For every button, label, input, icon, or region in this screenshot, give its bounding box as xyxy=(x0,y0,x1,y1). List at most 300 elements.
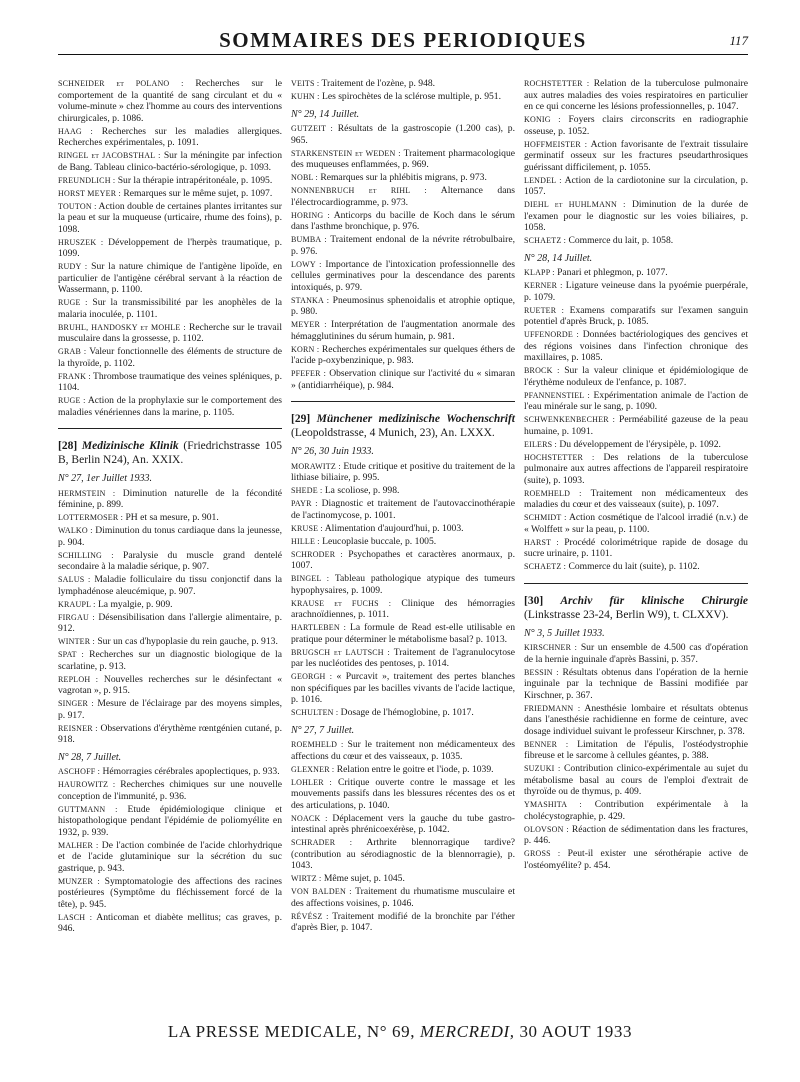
entry-text: Contribution expérimentale à la cholécystographie, p. 429. xyxy=(524,799,748,822)
journal-ref-number: [30] xyxy=(524,594,544,607)
entry-author: KRAUSE et FUCHS : xyxy=(291,598,392,608)
entry-author: HOFFMEISTER : xyxy=(524,139,588,149)
summary-entry xyxy=(524,439,748,451)
entry-text: Relation de la tuberculose pulmonaire aux autres maladies des voies respiratoires en particulier en ce qui concerne les lésions professionnelles, p. 1047. xyxy=(524,78,748,112)
entry-author: HARTLEBEN : xyxy=(291,623,347,632)
entry-author: TOUTON : xyxy=(58,201,97,211)
summary-entry xyxy=(58,297,282,320)
entry-author: ROEMHELD : xyxy=(291,740,344,749)
summary-entry xyxy=(524,390,748,413)
summary-entry xyxy=(524,537,748,560)
summary-entry xyxy=(58,261,282,296)
entry-author: SCHNEIDER et POLANO : xyxy=(58,79,184,88)
entry-text: Alimentation d'aujourd'hui, p. 1003. xyxy=(324,522,464,534)
entry-author: RUGE : xyxy=(58,298,88,307)
entry-text: Sur un cas d'hypoplasie du rein gauche, p. 913. xyxy=(97,636,278,647)
journal-name: Medizinische Klinik xyxy=(81,440,179,452)
summary-entry xyxy=(524,824,748,847)
entry-author: MUNZER : xyxy=(58,876,100,886)
entry-text: Sur la méningite par infection de Bang. Tableau clinico-bactério-sérologique, p. 1093. xyxy=(58,150,282,173)
entry-author: HAUROWITZ : xyxy=(58,780,116,789)
issue-number: N° 29, 14 Juillet. xyxy=(291,108,360,120)
entry-text: Traitement pharmacologique des muqueuses enflammées, p. 969. xyxy=(291,147,515,170)
entry-author: SPAT : xyxy=(58,650,84,659)
entry-text: Diagnostic et traitement de l'autovaccinothérapie de l'actinomycose, p. 1001. xyxy=(291,498,515,521)
summary-entry xyxy=(58,840,282,875)
summary-entry xyxy=(524,175,748,198)
entry-author: LOHLER : xyxy=(291,777,332,787)
entry-author: HOCHSTETTER : xyxy=(524,452,595,462)
summary-entry xyxy=(58,550,282,573)
entry-text: Traitement endonal de la névrite rétrobulbaire, p. 976. xyxy=(291,234,515,257)
entry-text: Critique ouverte contre le massage et les mouvements passifs dans les blessures récentes des os et des articulations, p. 1040. xyxy=(291,776,516,811)
entry-author: BROCK : xyxy=(524,366,560,375)
summary-entry xyxy=(524,414,748,437)
summary-entry xyxy=(58,150,282,173)
entry-text: Traitement non médicamenteux des maladies du cœur et des vaisseaux (suite), p. 1097. xyxy=(524,487,748,510)
entry-text: Diminution naturelle de la fécondité féminine, p. 899. xyxy=(58,487,282,510)
entry-text: Sur la transmissibilité par les anophèles de la malaria inoculée, p. 1101. xyxy=(58,297,283,320)
entry-author: SCHWENKENBECHER : xyxy=(524,415,616,424)
entry-text: Traitement du rhumatisme musculaire et des affections voisines, p. 1046. xyxy=(291,886,515,909)
article-columns xyxy=(58,78,748,1033)
summary-entry xyxy=(291,647,515,670)
entry-text: La myalgie, p. 909. xyxy=(97,598,173,610)
summary-entry xyxy=(58,912,282,935)
summary-entry xyxy=(291,764,515,776)
summary-entry xyxy=(291,185,515,208)
entry-author: VEITS : xyxy=(291,79,320,88)
entry-author: PAYR : xyxy=(291,499,318,508)
summary-entry xyxy=(58,599,282,611)
journal-ref-number: [29] xyxy=(291,413,311,425)
entry-text: Panari et phlegmon, p. 1077. xyxy=(557,267,668,278)
entry-text: Dosage de l'hémoglobine, p. 1017. xyxy=(340,707,474,718)
journal-heading xyxy=(524,594,748,622)
entry-text: Traitement modifié de la bronchite par l'éther d'après Bier, p. 1047. xyxy=(291,910,515,933)
entry-author: STANKA : xyxy=(291,295,330,305)
entry-text: Recherches sur un diagnostic biologique de la scarlatine, p. 913. xyxy=(58,649,282,672)
summary-entry xyxy=(524,763,748,798)
entry-author: ASCHOFF : xyxy=(58,767,101,776)
summary-entry xyxy=(291,259,515,294)
entry-author: RUETER : xyxy=(524,305,565,315)
summary-entry xyxy=(524,799,748,822)
entry-author: GRAB : xyxy=(58,347,87,356)
entry-author: DIEHL et HUHLMANN : xyxy=(524,200,626,209)
issue-number: N° 28, 7 Juillet. xyxy=(58,751,122,763)
page-number: 117 xyxy=(729,33,748,48)
entry-author: OLOVSON : xyxy=(524,824,569,834)
summary-entry xyxy=(291,598,515,621)
entry-author: SINGER : xyxy=(58,699,94,708)
summary-entry xyxy=(524,365,748,388)
entry-author: REPLOH : xyxy=(58,674,99,684)
entry-author: FREUNDLICH : xyxy=(58,175,116,185)
summary-entry xyxy=(291,368,515,391)
journal-section xyxy=(524,583,748,622)
summary-entry xyxy=(524,114,748,137)
entry-author: SCHAETZ : xyxy=(524,236,567,245)
entry-author: RINGEL et JACOBSTHAL : xyxy=(58,151,161,160)
journal-name: Archiv für klinische Chirurgie xyxy=(560,594,748,607)
entry-text: Hémorragies cérébrales apoplectiques, p. 933. xyxy=(102,766,280,777)
entry-text: Résultats de la gastroscopie (1.200 cas), p. 965. xyxy=(291,123,515,146)
footer-journal: LA PRESSE MEDICALE, N° 69, xyxy=(167,1022,416,1041)
summary-entry xyxy=(58,674,282,697)
entry-text: Maladie folliculaire du tissu conjonctif dans la lymphadénose aleucémique, p. 907. xyxy=(58,574,282,597)
entry-author: KERNER : xyxy=(524,281,563,290)
footer-date: 30 AOUT 1933 xyxy=(519,1022,633,1041)
journal-section xyxy=(58,428,282,467)
entry-author: GLEXNER : xyxy=(291,764,335,774)
summary-entry xyxy=(524,139,748,174)
entry-text: Tableau pathologique atypique des tumeurs hypophysaires, p. 1009. xyxy=(291,573,515,596)
entry-author: BESSIN : xyxy=(524,667,559,677)
summary-entry xyxy=(58,574,282,597)
summary-entry xyxy=(58,779,282,802)
entry-text: Nouvelles recherches sur le désinfectant « vagrotan », p. 915. xyxy=(58,673,282,696)
entry-text: Examens comparatifs sur l'examen sanguin potentiel d'après Bruck, p. 1085. xyxy=(524,304,749,327)
summary-entry xyxy=(291,91,515,103)
entry-text: Déplacement vers la gauche du tube gastro-intestinal après phrénicoexérèse, p. 1042. xyxy=(291,812,515,835)
entry-author: NOACK : xyxy=(291,813,328,823)
entry-text: Diminution du tonus cardiaque dans la jeunesse, p. 904. xyxy=(58,525,282,548)
summary-entry xyxy=(291,344,515,367)
entry-text: De l'action combinée de l'acide chlorhydrique et de l'acide glutaminique sur la sécrétion du suc gastrique, p. 943. xyxy=(58,839,282,874)
entry-text: Même sujet, p. 1045. xyxy=(323,873,405,884)
entry-author: EILERS : xyxy=(524,439,557,449)
entry-text: Action de la cardiotonine sur la circulation, p. 1057. xyxy=(524,174,748,197)
summary-entry xyxy=(291,813,515,836)
summary-entry xyxy=(58,322,282,345)
entry-author: LASCH : xyxy=(58,912,93,922)
entry-author: HORST MEYER : xyxy=(58,188,121,198)
entry-author: YMASHITA : xyxy=(524,800,582,809)
summary-entry xyxy=(524,235,748,247)
summary-entry xyxy=(524,452,748,487)
entry-author: NONNENBRUCH et RIHL : xyxy=(291,186,427,195)
summary-entry xyxy=(58,766,282,778)
summary-entry xyxy=(58,371,282,394)
summary-entry xyxy=(58,636,282,648)
entry-author: KUHN : xyxy=(291,92,320,101)
entry-author: ROEMHELD : xyxy=(524,488,582,498)
journal-ref-number: [28] xyxy=(58,440,78,452)
summary-entry xyxy=(524,561,748,573)
column-right xyxy=(524,78,748,1033)
entry-author: RÉVÉSZ : xyxy=(291,911,329,921)
summary-entry xyxy=(58,188,282,200)
entry-text: Observations d'érythème rœntgénien cutané, p. 918. xyxy=(58,722,282,745)
footer-day: MERCREDI, xyxy=(419,1022,515,1041)
entry-author: SCHRODER : xyxy=(291,549,343,559)
journal-heading xyxy=(58,439,282,467)
journal-address: (Leopoldstrasse, 4 Munich, 23), An. LXXX. xyxy=(291,427,495,439)
entry-text: Sur la valeur clinique et épidémiologique de l'érythème noduleux de l'enfance, p. 1087. xyxy=(524,365,748,388)
entry-text: Mesure de l'éclairage par des moyens simples, p. 917. xyxy=(58,698,282,721)
entry-author: KONIG : xyxy=(524,115,561,124)
entry-text: Observation clinique sur l'activité du « simaran » (antidiarrhéique), p. 984. xyxy=(291,368,515,391)
entry-author: PFEFER : xyxy=(291,369,327,378)
summary-entry xyxy=(524,488,748,511)
summary-entry xyxy=(58,525,282,548)
journal-address: (Linkstrasse 23-24, Berlin W9), t. CLXXV). xyxy=(524,608,729,621)
summary-entry xyxy=(524,512,748,535)
entry-author: KORN : xyxy=(291,344,320,354)
entry-author: BENNER : xyxy=(524,739,569,749)
entry-text: Remarques sur la phlébitis migrans, p. 973. xyxy=(320,172,487,183)
entry-text: Action favorisante de l'extrait tissulaire germinatif osseux sur les fractures pseudarthrosiques guérissant difficilement, p. 1055. xyxy=(524,138,749,173)
summary-entry xyxy=(58,876,282,911)
entry-author: WALKO : xyxy=(58,526,93,535)
entry-text: Psychopathes et caractères anormaux, p. 1007. xyxy=(291,548,515,571)
entry-text: Arthrite blennorragique tardive? (contribution au sérodiagnostic de la blennorragie), p. 1043. xyxy=(291,837,515,871)
entry-text: Remarques sur le même sujet, p. 1097. xyxy=(123,187,273,199)
entry-author: HARST : xyxy=(524,537,559,547)
summary-entry xyxy=(58,237,282,260)
entry-author: SCHAETZ : xyxy=(524,562,567,571)
summary-entry xyxy=(291,78,515,90)
entry-author: HRUSZEK : xyxy=(58,237,104,247)
entry-author: BRUGSCH et LAUTSCH : xyxy=(291,647,390,657)
entry-text: Les spirochètes de la sclérose multiple, p. 951. xyxy=(321,91,501,102)
entry-text: Sur la thérapie intrapéritonéale, p. 1095. xyxy=(117,174,273,186)
issue-number: N° 3, 5 Juillet 1933. xyxy=(524,627,605,639)
entry-text: Anesthésie lombaire et résultats obtenus dans l'anesthésie rachidienne en forme de ceinture, avec dosage individuel suivant le professeur Kirschner, p. 378. xyxy=(524,702,748,737)
entry-text: Clinique des hémorragies arachnoïdiennes, p. 1011. xyxy=(291,597,516,620)
entry-author: GEORGH : xyxy=(291,672,333,681)
page-footer xyxy=(0,1022,800,1042)
entry-author: WIRTZ : xyxy=(291,874,322,883)
column-left xyxy=(58,78,282,1033)
summary-entry xyxy=(291,573,515,596)
entry-text: Foyers clairs circonscrits en radiographie osseuse, p. 1052. xyxy=(524,114,749,137)
summary-entry xyxy=(291,886,515,909)
summary-entry xyxy=(291,622,515,645)
entry-text: Réaction de sédimentation dans les fractures, p. 446. xyxy=(524,823,748,846)
issue-number: N° 27, 1er Juillet 1933. xyxy=(58,473,152,484)
summary-entry xyxy=(58,804,282,839)
entry-text: Importance de l'intoxication professionnelle des cellules germinatives pour la descendance des parents intoxiqués, p. 979. xyxy=(291,258,515,293)
entry-author: SCHILLING : xyxy=(58,550,114,560)
summary-entry xyxy=(58,612,282,635)
running-title: SOMMAIRES DES PERIODIQUES xyxy=(219,28,587,52)
entry-text: Commerce du lait, p. 1058. xyxy=(568,235,674,246)
entry-text: Limitation de l'épulis, l'ostéodystrophie fibreuse et le sarcome à cellules géantes, p. 388. xyxy=(524,738,749,761)
entry-text: Sur un ensemble de 4.500 cas d'opération de la hernie inguinale d'après Bassini, p. 357. xyxy=(524,642,748,665)
summary-entry xyxy=(291,837,515,872)
summary-entry xyxy=(291,911,515,934)
summary-entry xyxy=(291,536,515,548)
entry-author: WINTER : xyxy=(58,637,95,646)
entry-text: Recherches chimiques sur une nouvelle conception de l'immunité, p. 936. xyxy=(58,779,283,802)
entry-author: MORAWITZ : xyxy=(291,461,341,471)
column-middle xyxy=(291,78,515,1033)
entry-text: Sur le traitement non médicamenteux des affections du cœur et des vaisseaux, p. 1035. xyxy=(291,739,516,762)
entry-author: HILLE : xyxy=(291,536,320,546)
entry-author: SALUS : xyxy=(58,575,91,584)
entry-author: VON BALDEN : xyxy=(291,887,352,896)
entry-author: RUGE : xyxy=(58,396,86,405)
entry-author: HAAG : xyxy=(58,126,93,136)
entry-author: FRANK : xyxy=(58,371,91,381)
summary-entry xyxy=(291,319,515,342)
journal-section xyxy=(291,401,515,440)
summary-entry xyxy=(58,78,282,124)
entry-text: Thrombose traumatique des veines spléniques, p. 1104. xyxy=(58,370,282,393)
journal-heading xyxy=(291,412,515,440)
entry-author: KRAUPL : xyxy=(58,599,96,609)
entry-author: LENDEL : xyxy=(524,175,562,185)
entry-text: Action de la prophylaxie sur le comportement des maladies vénériennes dans la marine, p. 1105. xyxy=(58,395,282,418)
entry-author: GUTZEIT : xyxy=(291,124,333,133)
entry-text: Du développement de l'érysipèle, p. 1092. xyxy=(559,438,721,450)
summary-entry xyxy=(58,201,282,236)
entry-author: UFFENORDE : xyxy=(524,330,579,339)
entry-author: SCHULTEN : xyxy=(291,708,339,717)
entry-author: NOBL : xyxy=(291,173,318,182)
entry-author: SCHMIDT : xyxy=(524,513,567,522)
entry-text: Traitement de l'agranulocytose par les nucléotides des pentoses, p. 1014. xyxy=(291,646,515,669)
entry-text: Des relations de la tuberculose pulmonaire aux autres affections de l'appareil respiratoire (suite), p. 1093. xyxy=(524,451,748,486)
entry-author: LOTTERMOSER : xyxy=(58,513,124,522)
summary-entry xyxy=(291,739,515,762)
entry-author: KRUSE : xyxy=(291,523,323,533)
entry-text: Développement de l'herpès traumatique, p. 1099. xyxy=(58,236,282,259)
entry-text: Données bactériologiques des gencives et des régions voisines dans l'infection chronique des maxillaires, p. 1085. xyxy=(524,329,748,363)
entry-text: Perméabilité gazeuse de la peau humaine, p. 1091. xyxy=(524,414,748,437)
summary-entry xyxy=(524,642,748,665)
entry-text: La scoliose, p. 998. xyxy=(324,485,400,496)
entry-author: BINGEL : xyxy=(291,574,330,583)
entry-text: Expérimentation animale de l'action de l'eau minérale sur le sang, p. 1090. xyxy=(524,389,748,412)
entry-text: Action cosmétique de l'alcool irradié (n.v.) de « Wolffett » sur la peau, p. 1100. xyxy=(524,512,748,535)
summary-entry xyxy=(58,175,282,187)
entry-author: SUZUKI : xyxy=(524,764,561,773)
entry-text: Leucoplasie buccale, p. 1005. xyxy=(322,535,437,547)
entry-author: KLAPP : xyxy=(524,268,555,277)
summary-entry xyxy=(291,549,515,572)
summary-entry xyxy=(58,346,282,369)
summary-entry xyxy=(291,873,515,885)
entry-author: BRUHL, HANDOSKY et MOHLE : xyxy=(58,322,186,332)
summary-entry xyxy=(524,739,748,762)
summary-entry xyxy=(58,488,282,511)
summary-entry xyxy=(524,667,748,702)
entry-author: FIRGAU : xyxy=(58,612,95,622)
entry-text: PH et sa mesure, p. 901. xyxy=(125,512,219,523)
summary-entry xyxy=(291,461,515,484)
entry-author: BUMBA : xyxy=(291,235,327,244)
entry-author: GROSS : xyxy=(524,849,561,858)
summary-entry xyxy=(524,305,748,328)
journal-name: Münchener medizinische Wochenschrift xyxy=(316,413,515,425)
summary-entry xyxy=(524,199,748,234)
summary-entry xyxy=(291,148,515,171)
entry-text: Interprétation de l'augmentation anormale des hémagglutinines du sérum humain, p. 981. xyxy=(291,319,516,342)
summary-entry xyxy=(524,267,748,279)
entry-author: SHEDE : xyxy=(291,486,323,495)
entry-text: Contribution clinico-expérimentale au sujet du métabolisme basal au cours de l'emploi d'extrait de thyroïde ou de thymus, p. 409. xyxy=(524,763,748,797)
entry-text: Peut-il exister une sérothérapie active de l'ostéomyélite? p. 454. xyxy=(524,848,748,871)
issue-number: N° 27, 7 Juillet. xyxy=(291,724,355,736)
issue-number: N° 28, 14 Juillet. xyxy=(524,252,593,264)
summary-entry xyxy=(58,723,282,746)
entry-text: « Purcavit », traitement des pertes blanches non spécifiques par les bacilles vivants de l'acide lactique, p. 1016. xyxy=(291,671,515,705)
summary-entry xyxy=(291,671,515,706)
entry-author: PFANNENSTIEL : xyxy=(524,390,590,400)
entry-text: Résultats obtenus dans l'opération de la hernie inguinale par la technique de Bassini modifiée par Kirschner, p. 367. xyxy=(524,666,748,701)
entry-author: LOWY : xyxy=(291,259,322,269)
entry-text: Symptomatologie des affections des racines postérieures (Symptôme du fléchissement forcé de la tête), p. 945. xyxy=(58,875,282,910)
summary-entry xyxy=(291,295,515,318)
summary-entry xyxy=(58,126,282,149)
entry-text: Désensibilisation dans l'allergie alimentaire, p. 912. xyxy=(58,611,282,634)
entry-author: HERMSTEIN : xyxy=(58,488,116,498)
entry-text: Alternance dans l'électrocardiogramme, p. 973. xyxy=(291,185,515,208)
entry-text: Ligature veineuse dans la pyoémie puerpérale, p. 1079. xyxy=(524,280,748,303)
entry-text: Pneumosinus sphenoidalis et atrophie optique, p. 980. xyxy=(291,294,515,317)
summary-entry xyxy=(524,280,748,303)
summary-entry xyxy=(291,234,515,257)
page-header xyxy=(58,28,748,55)
summary-entry xyxy=(291,777,515,812)
summary-entry xyxy=(524,78,748,113)
entry-text: Recherche sur le travail musculaire dans la grossesse, p. 1102. xyxy=(58,321,283,344)
summary-entry xyxy=(291,210,515,233)
summary-entry xyxy=(291,707,515,719)
entry-author: SCHRADER : xyxy=(291,838,353,847)
summary-entry xyxy=(524,848,748,871)
entry-author: MEYER : xyxy=(291,320,327,329)
entry-text: Recherches sur le comportement de la quantité de sang circulant et du « volume-minute » chez l'homme au cours des interventions chirurgicales, p. 1086. xyxy=(58,78,282,124)
summary-entry xyxy=(58,512,282,524)
issue-number: N° 26, 30 Juin 1933. xyxy=(291,446,374,457)
entry-text: Valeur fonctionnelle des éléments de structure de la thyroïde, p. 1102. xyxy=(58,346,282,369)
summary-entry xyxy=(58,395,282,418)
entry-author: FRIEDMANN : xyxy=(524,703,581,713)
entry-text: Etude épidémiologique clinique et histopathologique pendant l'épidémie de poliomyélite en 1932, p. 939. xyxy=(58,803,282,838)
entry-text: Anticorps du bacille de Koch dans le sérum dans l'asthme bronchique, p. 976. xyxy=(291,209,515,232)
entry-author: KIRSCHNER : xyxy=(524,643,578,652)
entry-text: Relation entre le goitre et l'iode, p. 1039. xyxy=(336,763,494,775)
entry-text: La formule de Read est-elle utilisable en pratique pour déterminer le métabolisme basal? p. 1013. xyxy=(291,622,515,645)
summary-entry xyxy=(291,485,515,497)
entry-text: Recherches expérimentales sur quelques éthers de l'acide p-oxybenzinique, p. 983. xyxy=(291,343,515,366)
entry-author: REISNER : xyxy=(58,723,98,733)
entry-text: Diminution de la durée de l'examen pour le diagnostic sur les voies biliaires, p. 1058. xyxy=(524,199,748,233)
entry-text: Commerce du lait (suite), p. 1102. xyxy=(568,561,700,572)
summary-entry xyxy=(291,172,515,184)
entry-text: Anticoman et diabète mellitus; cas graves, p. 946. xyxy=(58,911,282,934)
entry-author: HORING : xyxy=(291,210,330,220)
summary-entry xyxy=(291,123,515,146)
entry-text: Paralysie du muscle grand dentelé secondaire à la maladie sérique, p. 907. xyxy=(58,549,282,572)
summary-entry xyxy=(291,523,515,535)
entry-author: MALHER : xyxy=(58,840,99,850)
journal-address: (Friedrichstrasse 105 B, Berlin N24), An. XXIX. xyxy=(58,440,283,466)
entry-author: GUTTMANN : xyxy=(58,804,118,814)
summary-entry xyxy=(291,498,515,521)
entry-text: Traitement de l'ozène, p. 948. xyxy=(321,78,436,89)
summary-entry xyxy=(58,698,282,721)
entry-author: ROCHSTETTER : xyxy=(524,79,590,88)
summary-entry xyxy=(524,703,748,738)
entry-text: Procédé colorimétrique rapide de dosage du sucre urinaire, p. 1101. xyxy=(524,536,748,559)
summary-entry xyxy=(524,329,748,364)
entry-text: Sur la nature chimique de l'antigène lipoïde, en particulier de l'antigène cérébral servant à la réaction de Wassermann, p. 1100. xyxy=(58,261,282,295)
